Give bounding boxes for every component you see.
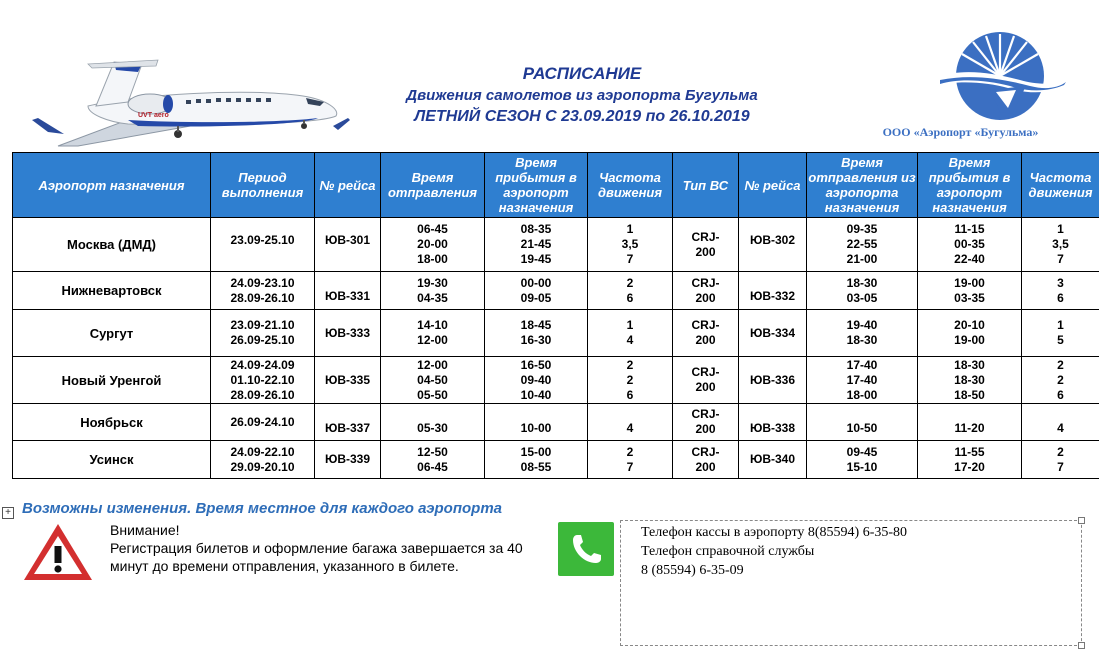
period-value: 29.09-20.10: [230, 459, 295, 474]
return-arrival-times-cell: [918, 272, 1022, 310]
frequency-value: 1: [626, 222, 634, 236]
airport-cell: [13, 441, 211, 479]
return-flight-number-value: ЮВ-332: [749, 289, 796, 303]
return-flight-number-cell: [739, 357, 807, 404]
return-frequency-cell: [1022, 218, 1099, 272]
page-title: РАСПИСАНИЕ: [522, 64, 642, 83]
period-cell: [211, 357, 315, 404]
return-arrival-times-value: 18-30: [954, 372, 985, 387]
return-arrival-times-cell: [918, 310, 1022, 357]
period-value: 24.09-23.10: [230, 275, 295, 290]
frequency-cell: [588, 272, 673, 310]
frequency-cell: [588, 357, 673, 404]
arrival-times-cell: [485, 357, 588, 404]
col-departure: Время отправления: [381, 153, 485, 218]
return-flight-number-value: ЮВ-334: [749, 325, 796, 340]
period-value: 23.09-25.10: [230, 233, 295, 247]
col-aircraft-type: Тип ВС: [673, 153, 739, 218]
airport-value: Москва (ДМД): [66, 237, 156, 252]
aircraft-type-cell: [673, 310, 739, 357]
return-flight-number-cell: [739, 272, 807, 310]
airport-cell: [13, 310, 211, 357]
return-frequency-cell: [1022, 404, 1099, 441]
period-cell: [211, 218, 315, 272]
departure-times-cell: [381, 357, 485, 404]
departure-times-value: 12-50: [417, 444, 448, 459]
return-departure-times-value: 17-40: [846, 357, 878, 372]
departure-times-cell: [381, 218, 485, 272]
return-arrival-times-value: 20-10: [954, 318, 985, 332]
departure-times-cell: [381, 441, 485, 479]
period-value: 28.09-26.10: [230, 387, 295, 402]
frequency-cell: [588, 441, 673, 479]
col-period: Период выполнения: [211, 153, 315, 218]
page-subtitle: Движения самолетов из аэропорта Бугульма: [406, 87, 758, 104]
table-row: [13, 441, 1099, 479]
arrival-times-value: 08-55: [520, 459, 552, 474]
frequency-value: 2: [626, 357, 634, 372]
frequency-value: 6: [626, 290, 634, 305]
arrival-times-cell: [485, 310, 588, 357]
table-row: [13, 218, 1099, 272]
return-frequency-value: 3,5: [1052, 237, 1069, 251]
return-frequency-value: 4: [1057, 420, 1064, 435]
phone-info-box: [620, 520, 1082, 646]
warning-icon: [22, 522, 94, 582]
table-row: [13, 404, 1099, 441]
warning-text: Регистрация билетов и оформление багажа завершается за 40 минут до времени отправления, указанного в билете.: [110, 540, 523, 574]
return-frequency-value: 2: [1057, 372, 1064, 387]
period-value: 01.10-22.10: [230, 372, 295, 387]
period-value: 26.09-25.10: [230, 333, 295, 347]
return-departure-times-value: 03-05: [846, 290, 878, 305]
aircraft-type-cell: [673, 218, 739, 272]
table-header-row: [13, 153, 1099, 218]
flight-number-value: ЮВ-301: [324, 233, 371, 247]
schedule-header: [372, 62, 792, 128]
departure-times-value: 14-10: [417, 318, 448, 332]
return-departure-times-value: 21-00: [846, 252, 878, 266]
phone-icon: [558, 522, 614, 576]
return-departure-times-value: 18-00: [846, 387, 878, 402]
flight-number-value: ЮВ-337: [324, 420, 371, 435]
period-cell: [211, 441, 315, 479]
frequency-value: 6: [626, 387, 634, 402]
return-arrival-times-value: 19-00: [954, 275, 985, 290]
col-flight-number: № рейса: [315, 153, 381, 218]
arrival-times-cell: [485, 404, 588, 441]
departure-times-value: 04-50: [417, 372, 448, 387]
departure-times-value: 12-00: [417, 357, 448, 372]
period-cell: [211, 310, 315, 357]
return-arrival-times-value: 17-20: [954, 459, 985, 474]
frequency-value: 3,5: [621, 237, 639, 251]
expand-icon[interactable]: +: [2, 507, 14, 519]
departure-times-value: 19-30: [417, 275, 448, 290]
return-flight-number-cell: [739, 404, 807, 441]
return-arrival-times-value: 18-50: [954, 387, 985, 402]
departure-times-value: 18-00: [417, 252, 448, 266]
flight-number-value: ЮВ-333: [324, 325, 371, 340]
return-departure-times-value: 09-35: [846, 222, 878, 236]
col-arrival: Время прибытия в аэропорт назначения: [485, 153, 588, 218]
return-frequency-value: 7: [1057, 459, 1064, 474]
arrival-times-cell: [485, 218, 588, 272]
ticket-office-phone: Телефон кассы в аэропорту 8(85594) 6-35-80: [641, 525, 908, 540]
return-frequency-value: 6: [1057, 290, 1064, 305]
col-return-frequency: Частота движения: [1022, 153, 1099, 218]
arrival-times-value: 00-00: [520, 275, 552, 290]
departure-times-value: 04-35: [417, 290, 448, 305]
frequency-cell: [588, 404, 673, 441]
return-flight-number-value: ЮВ-338: [749, 420, 796, 435]
return-departure-times-cell: [807, 441, 918, 479]
arrival-times-value: 10-40: [520, 387, 552, 402]
return-departure-times-cell: [807, 218, 918, 272]
return-departure-times-value: 15-10: [846, 459, 878, 474]
return-flight-number-cell: [739, 218, 807, 272]
frequency-value: 7: [626, 252, 634, 266]
return-frequency-cell: [1022, 310, 1099, 357]
arrival-times-value: 19-45: [520, 252, 552, 266]
info-service-label: Телефон справочной службы: [641, 544, 815, 559]
flight-number-value: ЮВ-335: [324, 372, 371, 387]
info-service-phone: 8 (85594) 6-35-09: [641, 563, 744, 578]
return-departure-times-value: 22-55: [846, 237, 878, 251]
return-frequency-value: 3: [1057, 275, 1064, 290]
frequency-cell: [588, 218, 673, 272]
airport-value: Ноябрьск: [80, 414, 143, 430]
aircraft-type-cell: [673, 357, 739, 404]
logo-caption: ООО «Аэропорт «Бугульма»: [882, 125, 1039, 139]
arrival-times-value: 21-45: [520, 237, 552, 251]
departure-times-cell: [381, 310, 485, 357]
return-arrival-times-cell: [918, 441, 1022, 479]
return-departure-times-cell: [807, 310, 918, 357]
col-frequency: Частота движения: [588, 153, 673, 218]
arrival-times-value: 16-30: [520, 333, 552, 347]
period-value: 26.09-24.10: [230, 414, 295, 429]
arrival-times-value: 08-35: [520, 222, 552, 236]
airport-value: Нижневартовск: [61, 283, 162, 298]
return-departure-times-value: 18-30: [846, 333, 878, 347]
table-body: [13, 218, 1099, 479]
table-row: [13, 310, 1099, 357]
departure-times-cell: [381, 272, 485, 310]
return-departure-times-cell: [807, 272, 918, 310]
col-return-flight-number: № рейса: [739, 153, 807, 218]
plane-livery-text: UVT aero: [138, 112, 169, 119]
departure-times-value: 20-00: [417, 237, 448, 251]
period-value: 23.09-21.10: [230, 318, 295, 332]
period-value: 24.09-22.10: [230, 444, 295, 459]
return-departure-times-cell: [807, 357, 918, 404]
departure-times-value: 05-50: [417, 387, 448, 402]
return-arrival-times-cell: [918, 404, 1022, 441]
return-flight-number-value: ЮВ-302: [749, 233, 796, 247]
flight-number-cell: [315, 272, 381, 310]
frequency-value: 4: [626, 333, 634, 347]
frequency-value: 2: [626, 275, 634, 290]
airport-value: Усинск: [89, 452, 134, 467]
return-departure-times-value: 17-40: [846, 372, 878, 387]
return-arrival-times-value: 19-00: [954, 333, 985, 347]
warning-block: [110, 521, 555, 575]
return-arrival-times-value: 11-20: [954, 420, 985, 435]
return-frequency-value: 6: [1057, 387, 1064, 402]
resize-handle[interactable]: [1078, 517, 1085, 524]
flight-number-cell: [315, 404, 381, 441]
frequency-cell: [588, 310, 673, 357]
return-departure-times-value: 10-50: [846, 420, 878, 435]
departure-times-value: 06-45: [417, 222, 448, 236]
schedule-table-wrapper: [12, 152, 1099, 479]
arrival-times-value: 15-00: [520, 444, 552, 459]
return-arrival-times-value: 18-30: [954, 357, 985, 372]
return-frequency-value: 1: [1057, 222, 1064, 236]
return-departure-times-value: 19-40: [846, 318, 878, 332]
arrival-times-value: 18-45: [520, 318, 552, 332]
frequency-value: 2: [626, 372, 634, 387]
return-frequency-cell: [1022, 272, 1099, 310]
aircraft-type-value: CRJ-200: [691, 407, 720, 436]
frequency-value: 7: [626, 459, 634, 474]
departure-times-value: 05-30: [417, 420, 448, 435]
return-arrival-times-cell: [918, 357, 1022, 404]
return-frequency-value: 2: [1057, 357, 1064, 372]
flight-number-cell: [315, 218, 381, 272]
return-frequency-value: 5: [1057, 333, 1064, 347]
airplane-image: [18, 54, 350, 152]
departure-times-value: 06-45: [417, 459, 448, 474]
flight-number-cell: [315, 357, 381, 404]
aircraft-type-cell: [673, 404, 739, 441]
arrival-times-value: 09-40: [520, 372, 552, 387]
return-flight-number-value: ЮВ-336: [749, 372, 796, 387]
return-frequency-value: 1: [1057, 318, 1064, 332]
airport-cell: [13, 272, 211, 310]
flight-number-value: ЮВ-331: [324, 289, 371, 303]
return-departure-times-value: 18-30: [846, 275, 878, 290]
period-cell: [211, 272, 315, 310]
period-cell: [211, 404, 315, 441]
return-flight-number-cell: [739, 310, 807, 357]
season-dates: ЛЕТНИЙ СЕЗОН С 23.09.2019 по 26.10.2019: [414, 108, 750, 125]
schedule-table: [12, 152, 1099, 479]
flight-number-value: ЮВ-339: [324, 452, 371, 466]
aircraft-type-value: CRJ-200: [691, 275, 720, 305]
return-frequency-cell: [1022, 441, 1099, 479]
aircraft-type-value: CRJ-200: [691, 444, 720, 474]
arrival-times-value: 16-50: [520, 357, 552, 372]
departure-times-value: 12-00: [417, 333, 448, 347]
return-departure-times-cell: [807, 404, 918, 441]
arrival-times-cell: [485, 272, 588, 310]
frequency-value: 1: [626, 318, 634, 332]
aircraft-type-value: CRJ-200: [691, 229, 720, 259]
return-arrival-times-value: 03-35: [954, 290, 985, 305]
arrival-times-cell: [485, 441, 588, 479]
airport-cell: [13, 404, 211, 441]
col-return-arrival: Время прибытия в аэропорт назначения: [918, 153, 1022, 218]
airport-value: Сургут: [89, 325, 134, 341]
period-value: 28.09-26.10: [230, 290, 295, 305]
return-departure-times-value: 09-45: [846, 444, 878, 459]
return-arrival-times-value: 00-35: [954, 237, 985, 251]
return-frequency-cell: [1022, 357, 1099, 404]
aircraft-type-cell: [673, 441, 739, 479]
aircraft-type-value: CRJ-200: [691, 318, 720, 347]
warning-title: Внимание!: [110, 522, 180, 538]
aircraft-type-value: CRJ-200: [691, 365, 720, 394]
airport-value: Новый Уренгой: [61, 372, 162, 388]
flight-number-cell: [315, 310, 381, 357]
return-arrival-times-value: 11-15: [954, 222, 985, 236]
arrival-times-value: 10-00: [520, 420, 552, 435]
table-row: [13, 357, 1099, 404]
airport-cell: [13, 218, 211, 272]
arrival-times-value: 09-05: [520, 290, 552, 305]
return-frequency-value: 7: [1057, 252, 1064, 266]
return-flight-number-value: ЮВ-340: [749, 452, 796, 466]
return-frequency-value: 2: [1057, 444, 1064, 459]
resize-handle[interactable]: [1078, 642, 1085, 649]
airport-cell: [13, 357, 211, 404]
return-flight-number-cell: [739, 441, 807, 479]
frequency-value: 4: [626, 420, 634, 435]
col-return-departure: Время отправления из аэропорта назначения: [807, 153, 918, 218]
period-value: 24.09-24.09: [230, 357, 295, 372]
departure-times-cell: [381, 404, 485, 441]
aircraft-type-cell: [673, 272, 739, 310]
col-destination: Аэропорт назначения: [13, 153, 211, 218]
flight-number-cell: [315, 441, 381, 479]
return-arrival-times-value: 22-40: [954, 252, 985, 266]
return-arrival-times-value: 11-55: [954, 444, 985, 459]
airport-logo: [930, 28, 1070, 124]
frequency-value: 2: [626, 444, 634, 459]
table-row: [13, 272, 1099, 310]
changes-note: Возможны изменения. Время местное для каждого аэропорта: [22, 500, 502, 517]
return-arrival-times-cell: [918, 218, 1022, 272]
